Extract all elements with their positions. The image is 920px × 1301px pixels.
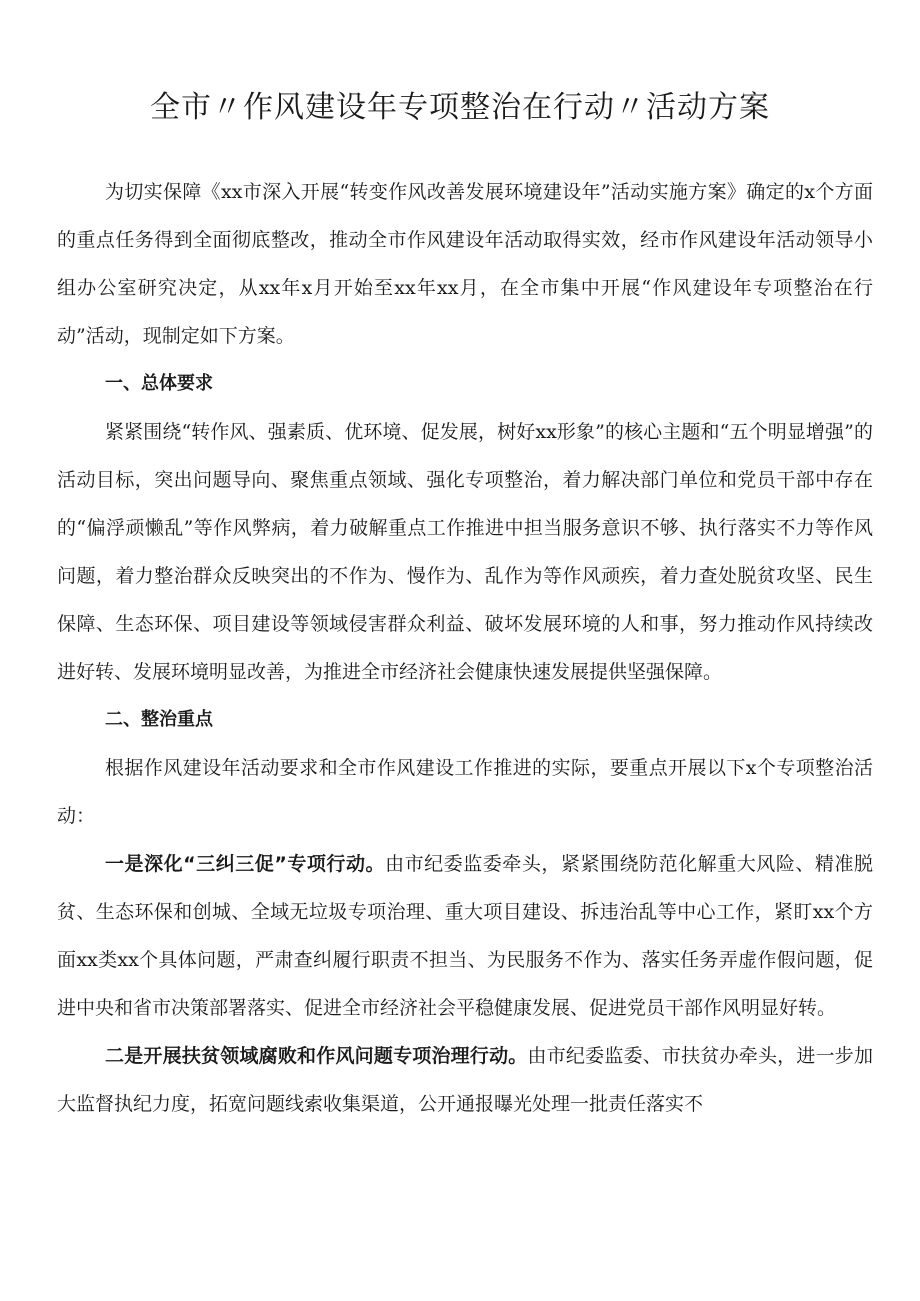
action-item-1-body: 由市纪委监委牵头，紧紧围绕防范化解重大风险、精准脱贫、生态环保和创城、全域无垃圾专项治理、重大项目建设、拆违治乱等中心工作，紧盯xx个方面xx类xx个具体问题，严肃查纠履行职责不担当、为民服务不作为、落实任务弄虚作假问题，促进中央和省市决策部署落实、促进全市经济社会平稳健康发展、促进党员干部作风明显好转。 (57, 853, 873, 1019)
action-item-1 (57, 840, 873, 1032)
action-item-2-lead: 二是开展扶贫领域腐败和作风问题专项治理行动。 (105, 1045, 528, 1067)
action-item-2 (57, 1032, 873, 1128)
section-heading-rectification-focus: 二、整治重点 (105, 709, 213, 730)
general-requirements-paragraph: 紧紧围绕“转作风、强素质、优环境、促发展，树好xx形象”的核心主题和“五个明显增强”的活动目标，突出问题导向、聚焦重点领域、强化专项整治，着力解决部门单位和党员干部中存在的“偏浮顽懒乱”等作风弊病，着力破解重点工作推进中担当服务意识不够、执行落实不力等作风问题，着力整治群众反映突出的不作为、慢作为、乱作为等作风顽疾，着力查处脱贫攻坚、民生保障、生态环保、项目建设等领域侵害群众利益、破坏发展环境的人和事，努力推动作风持续改进好转、发展环境明显改善，为推进全市经济社会健康快速发展提供坚强保障。 (57, 421, 873, 683)
action-item-2-body: 由市纪委监委、市扶贫办牵头，进一步加大监督执纪力度，拓宽问题线索收集渠道，公开通报曝光处理一批责任落实不 (57, 1045, 873, 1115)
section-heading-general-requirements: 一、总体要求 (105, 373, 213, 394)
action-item-1-lead: 一是深化“三纠三促”专项行动。 (105, 853, 386, 875)
document-body (57, 168, 873, 1128)
rectification-intro-paragraph: 根据作风建设年活动要求和全市作风建设工作推进的实际，要重点开展以下x个专项整治活动： (57, 757, 873, 827)
document-title: 全市〃作风建设年专项整治在行动〃活动方案 (150, 90, 770, 125)
intro-paragraph: 为切实保障《xx市深入开展“转变作风改善发展环境建设年”活动实施方案》确定的x个方面的重点任务得到全面彻底整改，推动全市作风建设年活动取得实效，经市作风建设年活动领导小组办公室研究决定，从xx年x月开始至xx年xx月，在全市集中开展“作风建设年专项整治在行动”活动，现制定如下方案。 (57, 181, 873, 347)
